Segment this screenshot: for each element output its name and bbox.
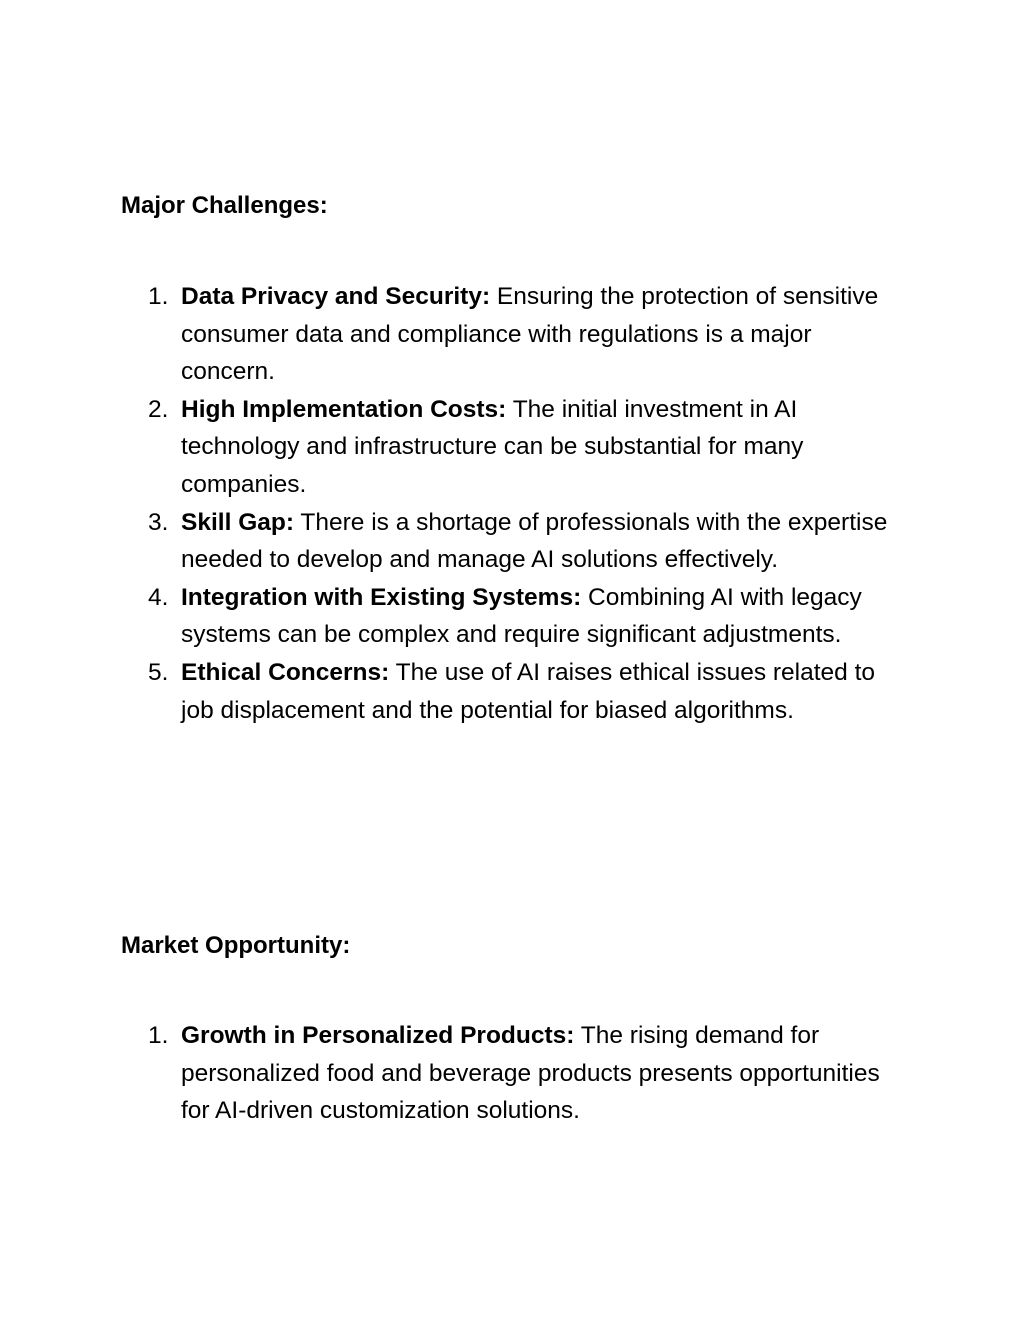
item-lead: Ethical Concerns: (181, 658, 390, 686)
item-text: The initial investment in AI technology and infrastructure can be substantial for many companies. (181, 395, 804, 498)
item-number: 1. (148, 283, 169, 310)
list-item (0, 391, 911, 504)
list-item (0, 654, 911, 729)
list-item (0, 579, 911, 654)
item-number: 5. (148, 658, 169, 686)
item-lead: Data Privacy and Security: (181, 283, 491, 310)
item-lead: Integration with Existing Systems: (181, 583, 582, 611)
item-lead: High Implementation Costs: (181, 395, 507, 423)
list-item (0, 278, 911, 391)
item-number: 2. (148, 395, 169, 423)
item-number: 3. (148, 508, 169, 536)
opportunity-list (0, 1017, 1024, 1130)
item-text: There is a shortage of professionals with the expertise needed to develop and manage AI solutions effectively. (181, 508, 888, 574)
challenges-list (0, 278, 1024, 729)
item-lead: Skill Gap: (181, 508, 295, 536)
item-text: The rising demand for personalized food and beverage products presents opportunities for AI-driven customization solutions. (181, 1022, 880, 1125)
list-item (0, 1017, 911, 1130)
item-number: 4. (148, 583, 169, 611)
item-number: 1. (148, 1022, 169, 1049)
item-text: The use of AI raises ethical issues related to job displacement and the potential for biased algorithms. (181, 658, 876, 724)
item-text: Combining AI with legacy systems can be complex and require significant adjustments. (181, 583, 862, 649)
item-lead: Growth in Personalized Products: (181, 1022, 575, 1049)
item-text: Ensuring the protection of sensitive consumer data and compliance with regulations is a major concern. (181, 283, 879, 386)
section-heading-major-challenges: Major Challenges: (121, 192, 328, 219)
section-heading-market-opportunity: Market Opportunity: (121, 932, 351, 959)
list-item (0, 504, 911, 579)
